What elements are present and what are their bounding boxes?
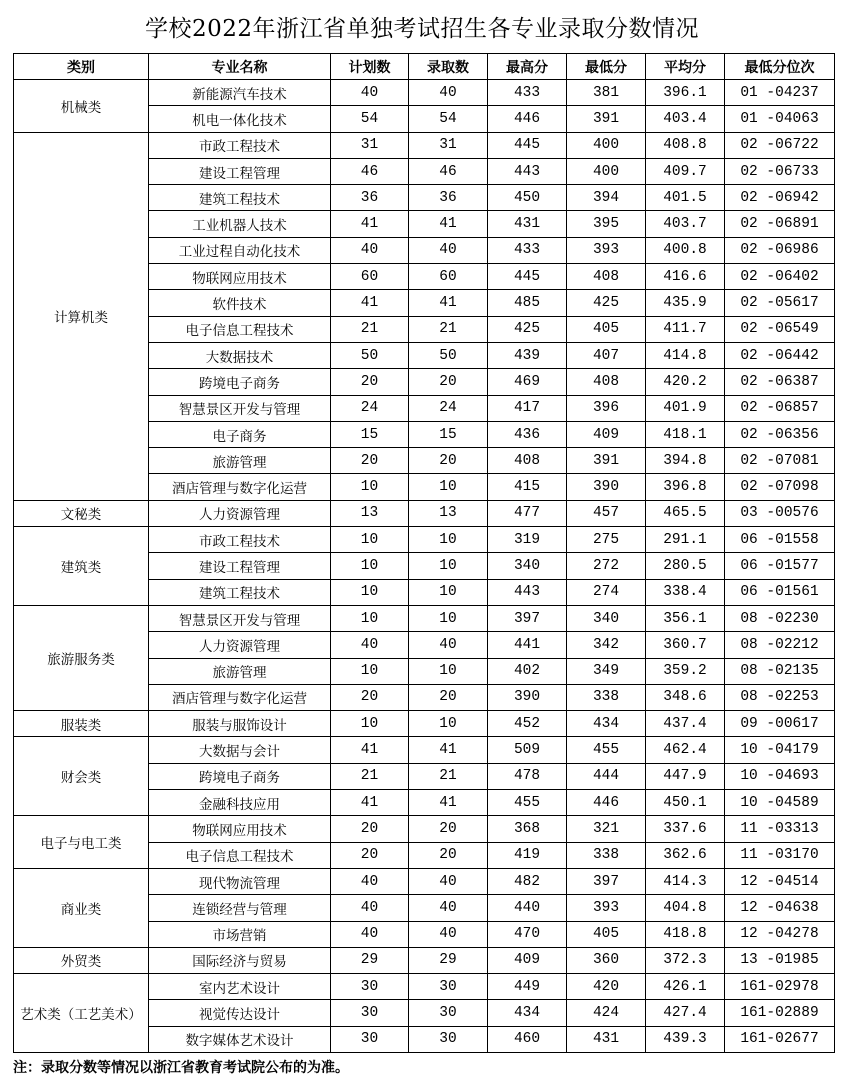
min-score-cell: 434 <box>567 711 646 737</box>
min-score-cell: 407 <box>567 342 646 368</box>
min-score-rank-cell: 02 -06891 <box>725 211 835 237</box>
admitted-count-cell: 54 <box>409 106 488 132</box>
min-score-rank-cell: 06 -01577 <box>725 553 835 579</box>
min-score-rank-cell: 02 -06942 <box>725 185 835 211</box>
header-min-rank: 最低分位次 <box>725 54 835 80</box>
plan-count-cell: 20 <box>331 842 409 868</box>
admitted-count-cell: 29 <box>409 947 488 973</box>
min-score-rank-cell: 08 -02230 <box>725 605 835 631</box>
max-score-cell: 445 <box>488 132 567 158</box>
avg-score-cell: 426.1 <box>646 974 725 1000</box>
table-row <box>14 711 835 737</box>
max-score-cell: 340 <box>488 553 567 579</box>
min-score-rank-cell: 161-02677 <box>725 1026 835 1052</box>
table-row <box>14 974 835 1000</box>
plan-count-cell: 50 <box>331 342 409 368</box>
max-score-cell: 460 <box>488 1026 567 1052</box>
header-plan: 计划数 <box>331 54 409 80</box>
max-score-cell: 469 <box>488 369 567 395</box>
min-score-cell: 393 <box>567 895 646 921</box>
avg-score-cell: 450.1 <box>646 790 725 816</box>
major-name-cell: 市政工程技术 <box>149 527 331 553</box>
major-name-cell: 智慧景区开发与管理 <box>149 395 331 421</box>
max-score-cell: 425 <box>488 316 567 342</box>
header-admitted: 录取数 <box>409 54 488 80</box>
avg-score-cell: 418.8 <box>646 921 725 947</box>
max-score-cell: 470 <box>488 921 567 947</box>
min-score-cell: 395 <box>567 211 646 237</box>
min-score-rank-cell: 13 -01985 <box>725 947 835 973</box>
admitted-count-cell: 60 <box>409 264 488 290</box>
min-score-cell: 342 <box>567 632 646 658</box>
admitted-count-cell: 10 <box>409 605 488 631</box>
max-score-cell: 446 <box>488 106 567 132</box>
avg-score-cell: 414.8 <box>646 342 725 368</box>
max-score-cell: 482 <box>488 868 567 894</box>
plan-count-cell: 21 <box>331 316 409 342</box>
min-score-rank-cell: 09 -00617 <box>725 711 835 737</box>
table-row <box>14 80 835 106</box>
major-name-cell: 大数据技术 <box>149 342 331 368</box>
admitted-count-cell: 40 <box>409 632 488 658</box>
admitted-count-cell: 21 <box>409 316 488 342</box>
avg-score-cell: 401.9 <box>646 395 725 421</box>
plan-count-cell: 41 <box>331 737 409 763</box>
max-score-cell: 402 <box>488 658 567 684</box>
plan-count-cell: 36 <box>331 185 409 211</box>
max-score-cell: 478 <box>488 763 567 789</box>
avg-score-cell: 401.5 <box>646 185 725 211</box>
min-score-rank-cell: 02 -05617 <box>725 290 835 316</box>
min-score-cell: 393 <box>567 237 646 263</box>
major-name-cell: 电子信息工程技术 <box>149 842 331 868</box>
avg-score-cell: 408.8 <box>646 132 725 158</box>
major-name-cell: 电子信息工程技术 <box>149 316 331 342</box>
major-name-cell: 工业过程自动化技术 <box>149 237 331 263</box>
admitted-count-cell: 40 <box>409 237 488 263</box>
plan-count-cell: 54 <box>331 106 409 132</box>
major-name-cell: 建设工程管理 <box>149 158 331 184</box>
admitted-count-cell: 40 <box>409 80 488 106</box>
min-score-cell: 338 <box>567 842 646 868</box>
avg-score-cell: 337.6 <box>646 816 725 842</box>
header-row <box>14 54 835 80</box>
major-name-cell: 机电一体化技术 <box>149 106 331 132</box>
min-score-rank-cell: 08 -02135 <box>725 658 835 684</box>
max-score-cell: 445 <box>488 264 567 290</box>
min-score-cell: 405 <box>567 921 646 947</box>
plan-count-cell: 20 <box>331 816 409 842</box>
min-score-cell: 274 <box>567 579 646 605</box>
min-score-cell: 424 <box>567 1000 646 1026</box>
max-score-cell: 431 <box>488 211 567 237</box>
admitted-count-cell: 10 <box>409 711 488 737</box>
min-score-rank-cell: 01 -04063 <box>725 106 835 132</box>
min-score-cell: 340 <box>567 605 646 631</box>
plan-count-cell: 10 <box>331 605 409 631</box>
major-name-cell: 金融科技应用 <box>149 790 331 816</box>
plan-count-cell: 41 <box>331 211 409 237</box>
major-name-cell: 视觉传达设计 <box>149 1000 331 1026</box>
major-name-cell: 建筑工程技术 <box>149 579 331 605</box>
admission-scores-table <box>13 53 835 1053</box>
avg-score-cell: 360.7 <box>646 632 725 658</box>
major-name-cell: 软件技术 <box>149 290 331 316</box>
major-name-cell: 旅游管理 <box>149 658 331 684</box>
min-score-cell: 408 <box>567 264 646 290</box>
min-score-cell: 405 <box>567 316 646 342</box>
admitted-count-cell: 24 <box>409 395 488 421</box>
header-avg-score: 平均分 <box>646 54 725 80</box>
avg-score-cell: 403.4 <box>646 106 725 132</box>
admitted-count-cell: 20 <box>409 684 488 710</box>
avg-score-cell: 427.4 <box>646 1000 725 1026</box>
min-score-rank-cell: 161-02978 <box>725 974 835 1000</box>
admitted-count-cell: 20 <box>409 816 488 842</box>
table-row <box>14 737 835 763</box>
avg-score-cell: 372.3 <box>646 947 725 973</box>
major-name-cell: 智慧景区开发与管理 <box>149 605 331 631</box>
max-score-cell: 409 <box>488 947 567 973</box>
min-score-cell: 272 <box>567 553 646 579</box>
admitted-count-cell: 10 <box>409 658 488 684</box>
max-score-cell: 433 <box>488 80 567 106</box>
footnote: 注：录取分数等情况以浙江省教育考试院公布的为准。 <box>13 1060 349 1076</box>
max-score-cell: 450 <box>488 185 567 211</box>
plan-count-cell: 40 <box>331 80 409 106</box>
major-name-cell: 市政工程技术 <box>149 132 331 158</box>
avg-score-cell: 414.3 <box>646 868 725 894</box>
max-score-cell: 452 <box>488 711 567 737</box>
min-score-cell: 360 <box>567 947 646 973</box>
admitted-count-cell: 41 <box>409 737 488 763</box>
major-name-cell: 酒店管理与数字化运营 <box>149 474 331 500</box>
min-score-rank-cell: 161-02889 <box>725 1000 835 1026</box>
category-cell: 建筑类 <box>14 527 149 606</box>
table-row <box>14 816 835 842</box>
max-score-cell: 436 <box>488 421 567 447</box>
min-score-cell: 444 <box>567 763 646 789</box>
plan-count-cell: 10 <box>331 527 409 553</box>
min-score-rank-cell: 02 -06356 <box>725 421 835 447</box>
category-cell: 财会类 <box>14 737 149 816</box>
plan-count-cell: 10 <box>331 474 409 500</box>
plan-count-cell: 15 <box>331 421 409 447</box>
max-score-cell: 417 <box>488 395 567 421</box>
table-row <box>14 868 835 894</box>
plan-count-cell: 30 <box>331 1026 409 1052</box>
admitted-count-cell: 10 <box>409 527 488 553</box>
plan-count-cell: 13 <box>331 500 409 526</box>
major-name-cell: 室内艺术设计 <box>149 974 331 1000</box>
avg-score-cell: 447.9 <box>646 763 725 789</box>
min-score-rank-cell: 02 -06722 <box>725 132 835 158</box>
major-name-cell: 人力资源管理 <box>149 632 331 658</box>
min-score-rank-cell: 12 -04638 <box>725 895 835 921</box>
min-score-cell: 338 <box>567 684 646 710</box>
plan-count-cell: 10 <box>331 553 409 579</box>
avg-score-cell: 404.8 <box>646 895 725 921</box>
table-row <box>14 500 835 526</box>
max-score-cell: 439 <box>488 342 567 368</box>
table-row <box>14 132 835 158</box>
admitted-count-cell: 21 <box>409 763 488 789</box>
min-score-cell: 394 <box>567 185 646 211</box>
max-score-cell: 319 <box>488 527 567 553</box>
plan-count-cell: 31 <box>331 132 409 158</box>
min-score-rank-cell: 12 -04514 <box>725 868 835 894</box>
max-score-cell: 419 <box>488 842 567 868</box>
major-name-cell: 物联网应用技术 <box>149 816 331 842</box>
plan-count-cell: 20 <box>331 369 409 395</box>
major-name-cell: 连锁经营与管理 <box>149 895 331 921</box>
avg-score-cell: 420.2 <box>646 369 725 395</box>
category-cell: 旅游服务类 <box>14 605 149 710</box>
admitted-count-cell: 36 <box>409 185 488 211</box>
header-major: 专业名称 <box>149 54 331 80</box>
plan-count-cell: 20 <box>331 684 409 710</box>
avg-score-cell: 356.1 <box>646 605 725 631</box>
admitted-count-cell: 13 <box>409 500 488 526</box>
major-name-cell: 跨境电子商务 <box>149 763 331 789</box>
avg-score-cell: 359.2 <box>646 658 725 684</box>
major-name-cell: 新能源汽车技术 <box>149 80 331 106</box>
plan-count-cell: 30 <box>331 974 409 1000</box>
avg-score-cell: 411.7 <box>646 316 725 342</box>
max-score-cell: 455 <box>488 790 567 816</box>
admitted-count-cell: 10 <box>409 579 488 605</box>
plan-count-cell: 10 <box>331 711 409 737</box>
min-score-cell: 349 <box>567 658 646 684</box>
avg-score-cell: 462.4 <box>646 737 725 763</box>
admitted-count-cell: 41 <box>409 290 488 316</box>
min-score-cell: 400 <box>567 132 646 158</box>
major-name-cell: 服装与服饰设计 <box>149 711 331 737</box>
max-score-cell: 443 <box>488 158 567 184</box>
admitted-count-cell: 30 <box>409 1000 488 1026</box>
plan-count-cell: 40 <box>331 868 409 894</box>
table-body <box>14 80 835 1053</box>
min-score-rank-cell: 03 -00576 <box>725 500 835 526</box>
major-name-cell: 数字媒体艺术设计 <box>149 1026 331 1052</box>
min-score-rank-cell: 02 -07098 <box>725 474 835 500</box>
category-cell: 艺术类（工艺美术） <box>14 974 149 1053</box>
min-score-rank-cell: 02 -06549 <box>725 316 835 342</box>
admitted-count-cell: 40 <box>409 868 488 894</box>
avg-score-cell: 400.8 <box>646 237 725 263</box>
plan-count-cell: 41 <box>331 290 409 316</box>
avg-score-cell: 396.1 <box>646 80 725 106</box>
major-name-cell: 工业机器人技术 <box>149 211 331 237</box>
admitted-count-cell: 41 <box>409 790 488 816</box>
major-name-cell: 建设工程管理 <box>149 553 331 579</box>
max-score-cell: 477 <box>488 500 567 526</box>
avg-score-cell: 435.9 <box>646 290 725 316</box>
plan-count-cell: 10 <box>331 658 409 684</box>
page-title: 学校2022年浙江省单独考试招生各专业录取分数情况 <box>144 16 700 42</box>
min-score-rank-cell: 10 -04179 <box>725 737 835 763</box>
max-score-cell: 449 <box>488 974 567 1000</box>
min-score-cell: 321 <box>567 816 646 842</box>
major-name-cell: 物联网应用技术 <box>149 264 331 290</box>
major-name-cell: 旅游管理 <box>149 448 331 474</box>
major-name-cell: 电子商务 <box>149 421 331 447</box>
min-score-cell: 397 <box>567 868 646 894</box>
min-score-cell: 396 <box>567 395 646 421</box>
avg-score-cell: 394.8 <box>646 448 725 474</box>
min-score-rank-cell: 02 -06857 <box>725 395 835 421</box>
min-score-cell: 446 <box>567 790 646 816</box>
avg-score-cell: 437.4 <box>646 711 725 737</box>
min-score-rank-cell: 02 -06733 <box>725 158 835 184</box>
min-score-rank-cell: 06 -01558 <box>725 527 835 553</box>
min-score-cell: 275 <box>567 527 646 553</box>
major-name-cell: 酒店管理与数字化运营 <box>149 684 331 710</box>
max-score-cell: 441 <box>488 632 567 658</box>
plan-count-cell: 41 <box>331 790 409 816</box>
min-score-cell: 391 <box>567 106 646 132</box>
plan-count-cell: 40 <box>331 237 409 263</box>
admitted-count-cell: 10 <box>409 474 488 500</box>
admitted-count-cell: 10 <box>409 553 488 579</box>
min-score-rank-cell: 10 -04589 <box>725 790 835 816</box>
admitted-count-cell: 30 <box>409 1026 488 1052</box>
plan-count-cell: 40 <box>331 895 409 921</box>
plan-count-cell: 24 <box>331 395 409 421</box>
plan-count-cell: 21 <box>331 763 409 789</box>
major-name-cell: 市场营销 <box>149 921 331 947</box>
max-score-cell: 368 <box>488 816 567 842</box>
category-cell: 外贸类 <box>14 947 149 973</box>
avg-score-cell: 362.6 <box>646 842 725 868</box>
admitted-count-cell: 30 <box>409 974 488 1000</box>
admitted-count-cell: 40 <box>409 895 488 921</box>
max-score-cell: 509 <box>488 737 567 763</box>
admitted-count-cell: 50 <box>409 342 488 368</box>
max-score-cell: 434 <box>488 1000 567 1026</box>
admitted-count-cell: 46 <box>409 158 488 184</box>
max-score-cell: 433 <box>488 237 567 263</box>
plan-count-cell: 29 <box>331 947 409 973</box>
max-score-cell: 443 <box>488 579 567 605</box>
category-cell: 服装类 <box>14 711 149 737</box>
min-score-rank-cell: 11 -03170 <box>725 842 835 868</box>
category-cell: 文秘类 <box>14 500 149 526</box>
avg-score-cell: 403.7 <box>646 211 725 237</box>
min-score-cell: 391 <box>567 448 646 474</box>
max-score-cell: 485 <box>488 290 567 316</box>
max-score-cell: 415 <box>488 474 567 500</box>
max-score-cell: 440 <box>488 895 567 921</box>
admitted-count-cell: 41 <box>409 211 488 237</box>
min-score-cell: 425 <box>567 290 646 316</box>
category-cell: 计算机类 <box>14 132 149 500</box>
avg-score-cell: 409.7 <box>646 158 725 184</box>
min-score-rank-cell: 12 -04278 <box>725 921 835 947</box>
admitted-count-cell: 40 <box>409 921 488 947</box>
major-name-cell: 现代物流管理 <box>149 868 331 894</box>
admitted-count-cell: 20 <box>409 369 488 395</box>
min-score-rank-cell: 06 -01561 <box>725 579 835 605</box>
plan-count-cell: 40 <box>331 921 409 947</box>
plan-count-cell: 20 <box>331 448 409 474</box>
table-row <box>14 527 835 553</box>
major-name-cell: 建筑工程技术 <box>149 185 331 211</box>
category-cell: 电子与电工类 <box>14 816 149 869</box>
avg-score-cell: 465.5 <box>646 500 725 526</box>
category-cell: 机械类 <box>14 80 149 133</box>
major-name-cell: 跨境电子商务 <box>149 369 331 395</box>
plan-count-cell: 30 <box>331 1000 409 1026</box>
category-cell: 商业类 <box>14 868 149 947</box>
table-row <box>14 605 835 631</box>
header-min-score: 最低分 <box>567 54 646 80</box>
admitted-count-cell: 20 <box>409 448 488 474</box>
min-score-rank-cell: 10 -04693 <box>725 763 835 789</box>
avg-score-cell: 418.1 <box>646 421 725 447</box>
min-score-cell: 420 <box>567 974 646 1000</box>
avg-score-cell: 338.4 <box>646 579 725 605</box>
min-score-cell: 409 <box>567 421 646 447</box>
plan-count-cell: 60 <box>331 264 409 290</box>
header-category: 类别 <box>14 54 149 80</box>
plan-count-cell: 10 <box>331 579 409 605</box>
plan-count-cell: 46 <box>331 158 409 184</box>
avg-score-cell: 280.5 <box>646 553 725 579</box>
min-score-rank-cell: 02 -06387 <box>725 369 835 395</box>
min-score-cell: 455 <box>567 737 646 763</box>
min-score-rank-cell: 11 -03313 <box>725 816 835 842</box>
min-score-rank-cell: 02 -06402 <box>725 264 835 290</box>
avg-score-cell: 348.6 <box>646 684 725 710</box>
avg-score-cell: 416.6 <box>646 264 725 290</box>
avg-score-cell: 439.3 <box>646 1026 725 1052</box>
min-score-cell: 457 <box>567 500 646 526</box>
min-score-cell: 390 <box>567 474 646 500</box>
min-score-rank-cell: 01 -04237 <box>725 80 835 106</box>
admitted-count-cell: 31 <box>409 132 488 158</box>
major-name-cell: 国际经济与贸易 <box>149 947 331 973</box>
admitted-count-cell: 15 <box>409 421 488 447</box>
min-score-rank-cell: 02 -06986 <box>725 237 835 263</box>
max-score-cell: 397 <box>488 605 567 631</box>
max-score-cell: 390 <box>488 684 567 710</box>
avg-score-cell: 291.1 <box>646 527 725 553</box>
max-score-cell: 408 <box>488 448 567 474</box>
min-score-cell: 408 <box>567 369 646 395</box>
major-name-cell: 人力资源管理 <box>149 500 331 526</box>
header-max-score: 最高分 <box>488 54 567 80</box>
min-score-rank-cell: 08 -02212 <box>725 632 835 658</box>
min-score-cell: 381 <box>567 80 646 106</box>
min-score-rank-cell: 08 -02253 <box>725 684 835 710</box>
table-row <box>14 947 835 973</box>
avg-score-cell: 396.8 <box>646 474 725 500</box>
min-score-rank-cell: 02 -06442 <box>725 342 835 368</box>
min-score-rank-cell: 02 -07081 <box>725 448 835 474</box>
min-score-cell: 400 <box>567 158 646 184</box>
plan-count-cell: 40 <box>331 632 409 658</box>
admitted-count-cell: 20 <box>409 842 488 868</box>
major-name-cell: 大数据与会计 <box>149 737 331 763</box>
min-score-cell: 431 <box>567 1026 646 1052</box>
